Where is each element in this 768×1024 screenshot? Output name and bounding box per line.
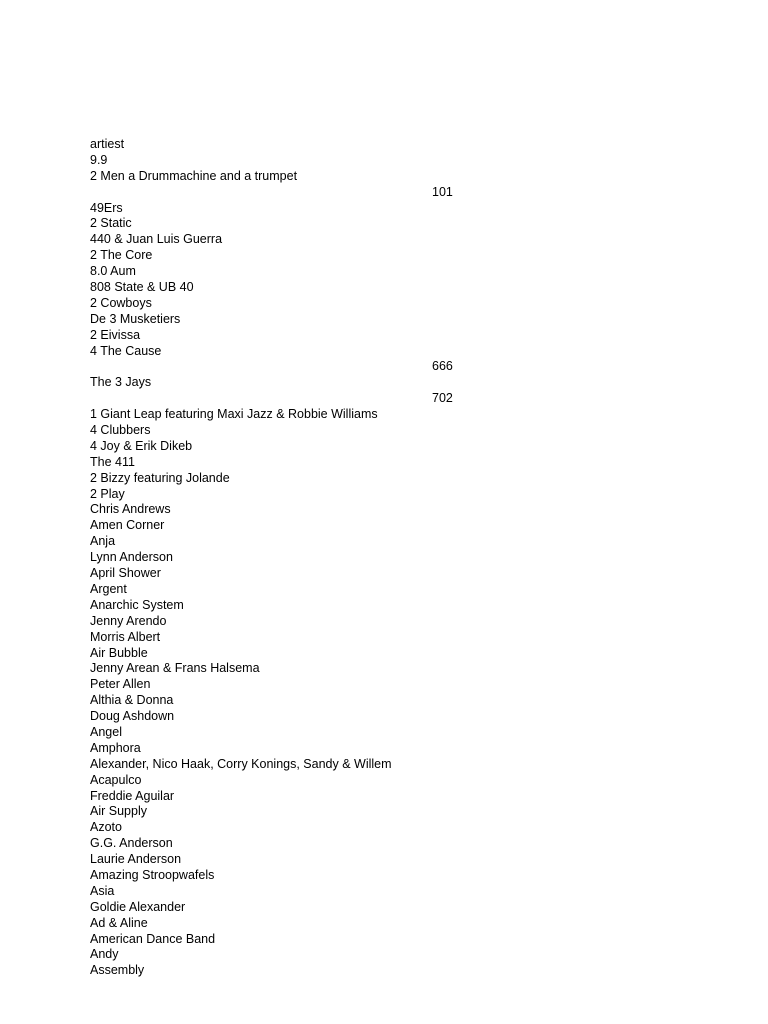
artist-line: Andy	[90, 947, 119, 962]
artist-line: Jenny Arean & Frans Halsema	[90, 661, 260, 676]
artist-line: Argent	[90, 581, 127, 596]
artist-line: 2 Play	[90, 486, 125, 501]
artist-line: 2 Static	[90, 216, 132, 231]
artist-line: Azoto	[90, 820, 122, 835]
artist-line: April Shower	[90, 566, 161, 581]
artist-line: 2 The Core	[90, 248, 153, 263]
artist-line: Amen Corner	[90, 518, 165, 533]
artist-line: Althia & Donna	[90, 693, 174, 708]
artist-line: Jenny Arendo	[90, 613, 167, 628]
artist-line: The 411	[90, 454, 135, 469]
artist-line: De 3 Musketiers	[90, 311, 181, 326]
artist-line: Ad & Aline	[90, 915, 148, 930]
artist-line: Lynn Anderson	[90, 550, 173, 565]
artist-line: 4 Clubbers	[90, 423, 151, 438]
artist-line: 440 & Juan Luis Guerra	[90, 232, 223, 247]
artist-line: Goldie Alexander	[90, 899, 186, 914]
artist-line: 4 The Cause	[90, 343, 162, 358]
artist-line: G.G. Anderson	[90, 836, 173, 851]
artist-line: Laurie Anderson	[90, 852, 182, 867]
artist-line: 2 Cowboys	[90, 295, 152, 310]
count-value: 101	[432, 184, 453, 199]
count-value: 666	[432, 359, 453, 374]
artist-line: 4 Joy & Erik Dikeb	[90, 438, 193, 453]
artist-line: Acapulco	[90, 772, 142, 787]
artist-line: artiest	[90, 137, 125, 151]
artist-line: Assembly	[90, 963, 145, 978]
artist-line: Chris Andrews	[90, 502, 171, 517]
artist-line: Angel	[90, 724, 122, 739]
artist-line: Asia	[90, 883, 115, 898]
artist-line: American Dance Band	[90, 931, 216, 946]
count-value: 702	[432, 391, 453, 406]
artist-line: 2 Eivissa	[90, 327, 141, 342]
artist-line: Amphora	[90, 740, 141, 755]
artist-line: 2 Men a Drummachine and a trumpet	[90, 168, 298, 183]
artist-line: Alexander, Nico Haak, Corry Konings, Sandy & Willem	[90, 756, 392, 771]
artist-line: Doug Ashdown	[90, 709, 175, 724]
artist-line: 808 State & UB 40	[90, 280, 194, 295]
artist-line: Anarchic System	[90, 597, 184, 612]
artist-line: Morris Albert	[90, 629, 161, 644]
artist-line: Air Bubble	[90, 645, 148, 660]
artist-line: The 3 Jays	[90, 375, 152, 390]
artist-line: 2 Bizzy featuring Jolande	[90, 470, 230, 485]
artist-line: 1 Giant Leap featuring Maxi Jazz & Robbie Williams	[90, 407, 378, 422]
artist-line: 9.9	[90, 152, 108, 167]
artist-line: 49Ers	[90, 200, 123, 215]
artist-line: Freddie Aguilar	[90, 788, 175, 803]
artist-line: 8.0 Aum	[90, 264, 136, 279]
artist-line: Anja	[90, 534, 116, 549]
document-page	[90, 137, 690, 979]
artist-line: Peter Allen	[90, 677, 151, 692]
artist-line: Air Supply	[90, 804, 147, 819]
artist-line: Amazing Stroopwafels	[90, 867, 215, 882]
